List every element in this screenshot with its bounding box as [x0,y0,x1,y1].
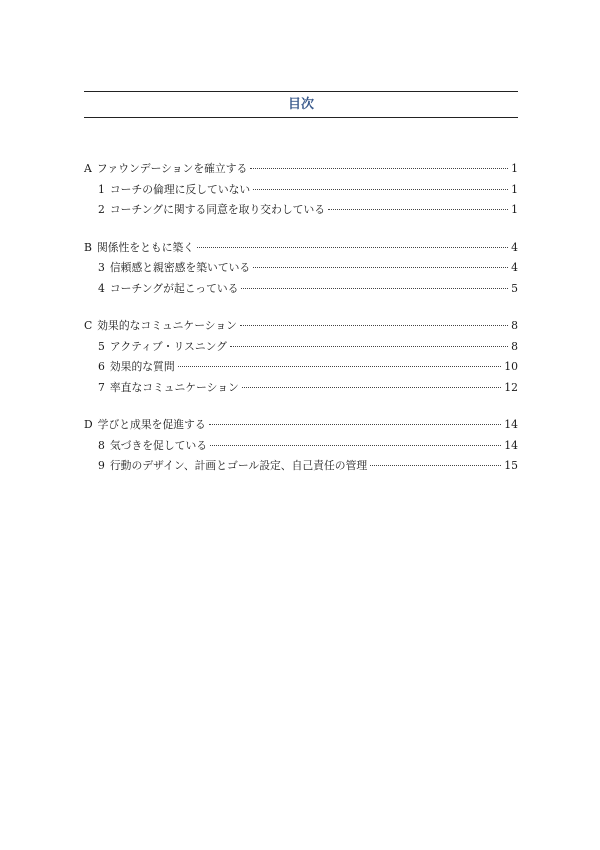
toc-entry-2[interactable] [84,200,518,221]
section-title: 関係性をともに築く [96,240,195,254]
dot-leader [250,168,508,169]
dot-leader [242,387,501,388]
section-letter: A [84,162,92,175]
dot-leader [210,445,501,446]
dot-leader [230,346,508,347]
toc-entry-label [98,357,175,378]
toc-entry-3[interactable] [84,258,518,279]
page-number: 14 [504,438,518,452]
item-number: 5 [98,339,105,353]
page-number: 1 [511,162,518,175]
page-number: 1 [511,182,518,196]
toc-entry-label [84,316,237,337]
page-number: 5 [511,281,518,295]
section-title: 学びと成果を促進する [97,418,206,431]
page-title: 目次 [287,97,314,112]
toc-entry-4[interactable] [84,279,518,300]
toc-entry-8[interactable] [84,436,518,457]
item-title: コーチングに関する同意を取り交わしている [109,203,326,216]
table-of-contents [84,159,518,494]
page-number: 14 [504,418,518,431]
toc-section-d [84,415,518,477]
toc-entry-label [98,436,207,457]
section-letter: C [84,319,93,332]
item-number: 4 [98,281,105,295]
toc-section-c [84,316,518,398]
toc-entry-c[interactable] [84,316,518,337]
toc-entry-label [98,258,250,279]
toc-entry-label [84,415,206,436]
page-number: 10 [504,360,518,373]
toc-entry-label [98,337,227,358]
item-title: 率直なコミュニケーション [109,380,239,394]
toc-entry-label [84,238,194,259]
section-title: ファウンデーションを確立する [96,162,248,175]
title-block [84,91,518,118]
toc-entry-7[interactable] [84,378,518,399]
item-number: 2 [98,203,105,216]
dot-leader [328,209,508,210]
toc-entry-6[interactable] [84,357,518,378]
toc-section-a [84,159,518,221]
item-title: アクティブ・リスニング [109,339,228,353]
section-letter: D [84,418,93,431]
page-number: 12 [504,380,518,394]
page-number: 4 [511,261,518,274]
toc-entry-label [98,180,250,201]
toc-entry-label [98,378,239,399]
item-number: 8 [98,438,105,452]
toc-entry-d[interactable] [84,415,518,436]
dot-leader [253,267,508,268]
toc-entry-b[interactable] [84,238,518,259]
page-number: 4 [511,240,518,254]
dot-leader [370,465,501,466]
toc-entry-9[interactable] [84,456,518,477]
item-title: 効果的な質問 [109,360,175,373]
dot-leader [253,189,508,190]
item-title: コーチングが起こっている [109,281,239,295]
toc-entry-label [98,456,367,477]
dot-leader [241,288,508,289]
section-letter: B [84,240,92,254]
item-number: 9 [98,459,105,472]
item-number: 1 [98,182,105,196]
toc-entry-5[interactable] [84,337,518,358]
page-number: 15 [504,459,518,472]
item-title: 信頼感と親密感を築いている [109,261,251,274]
toc-entry-label [98,200,325,221]
toc-entry-label [84,159,247,180]
item-title: コーチの倫理に反していない [109,182,251,196]
toc-entry-a[interactable] [84,159,518,180]
item-number: 7 [98,380,105,394]
toc-section-b [84,238,518,300]
item-number: 6 [98,360,105,373]
page-number: 8 [511,339,518,353]
page-number: 1 [511,203,518,216]
item-number: 3 [98,261,105,274]
page-number: 8 [511,319,518,332]
dot-leader [209,424,502,425]
item-title: 行動のデザイン、計画とゴール設定、自己責任の管理 [109,459,368,472]
dot-leader [197,247,508,248]
item-title: 気づきを促している [109,438,208,452]
section-title: 効果的なコミュニケーション [97,319,237,332]
dot-leader [178,366,502,367]
toc-entry-label [98,279,238,300]
dot-leader [240,325,508,326]
toc-entry-1[interactable] [84,180,518,201]
